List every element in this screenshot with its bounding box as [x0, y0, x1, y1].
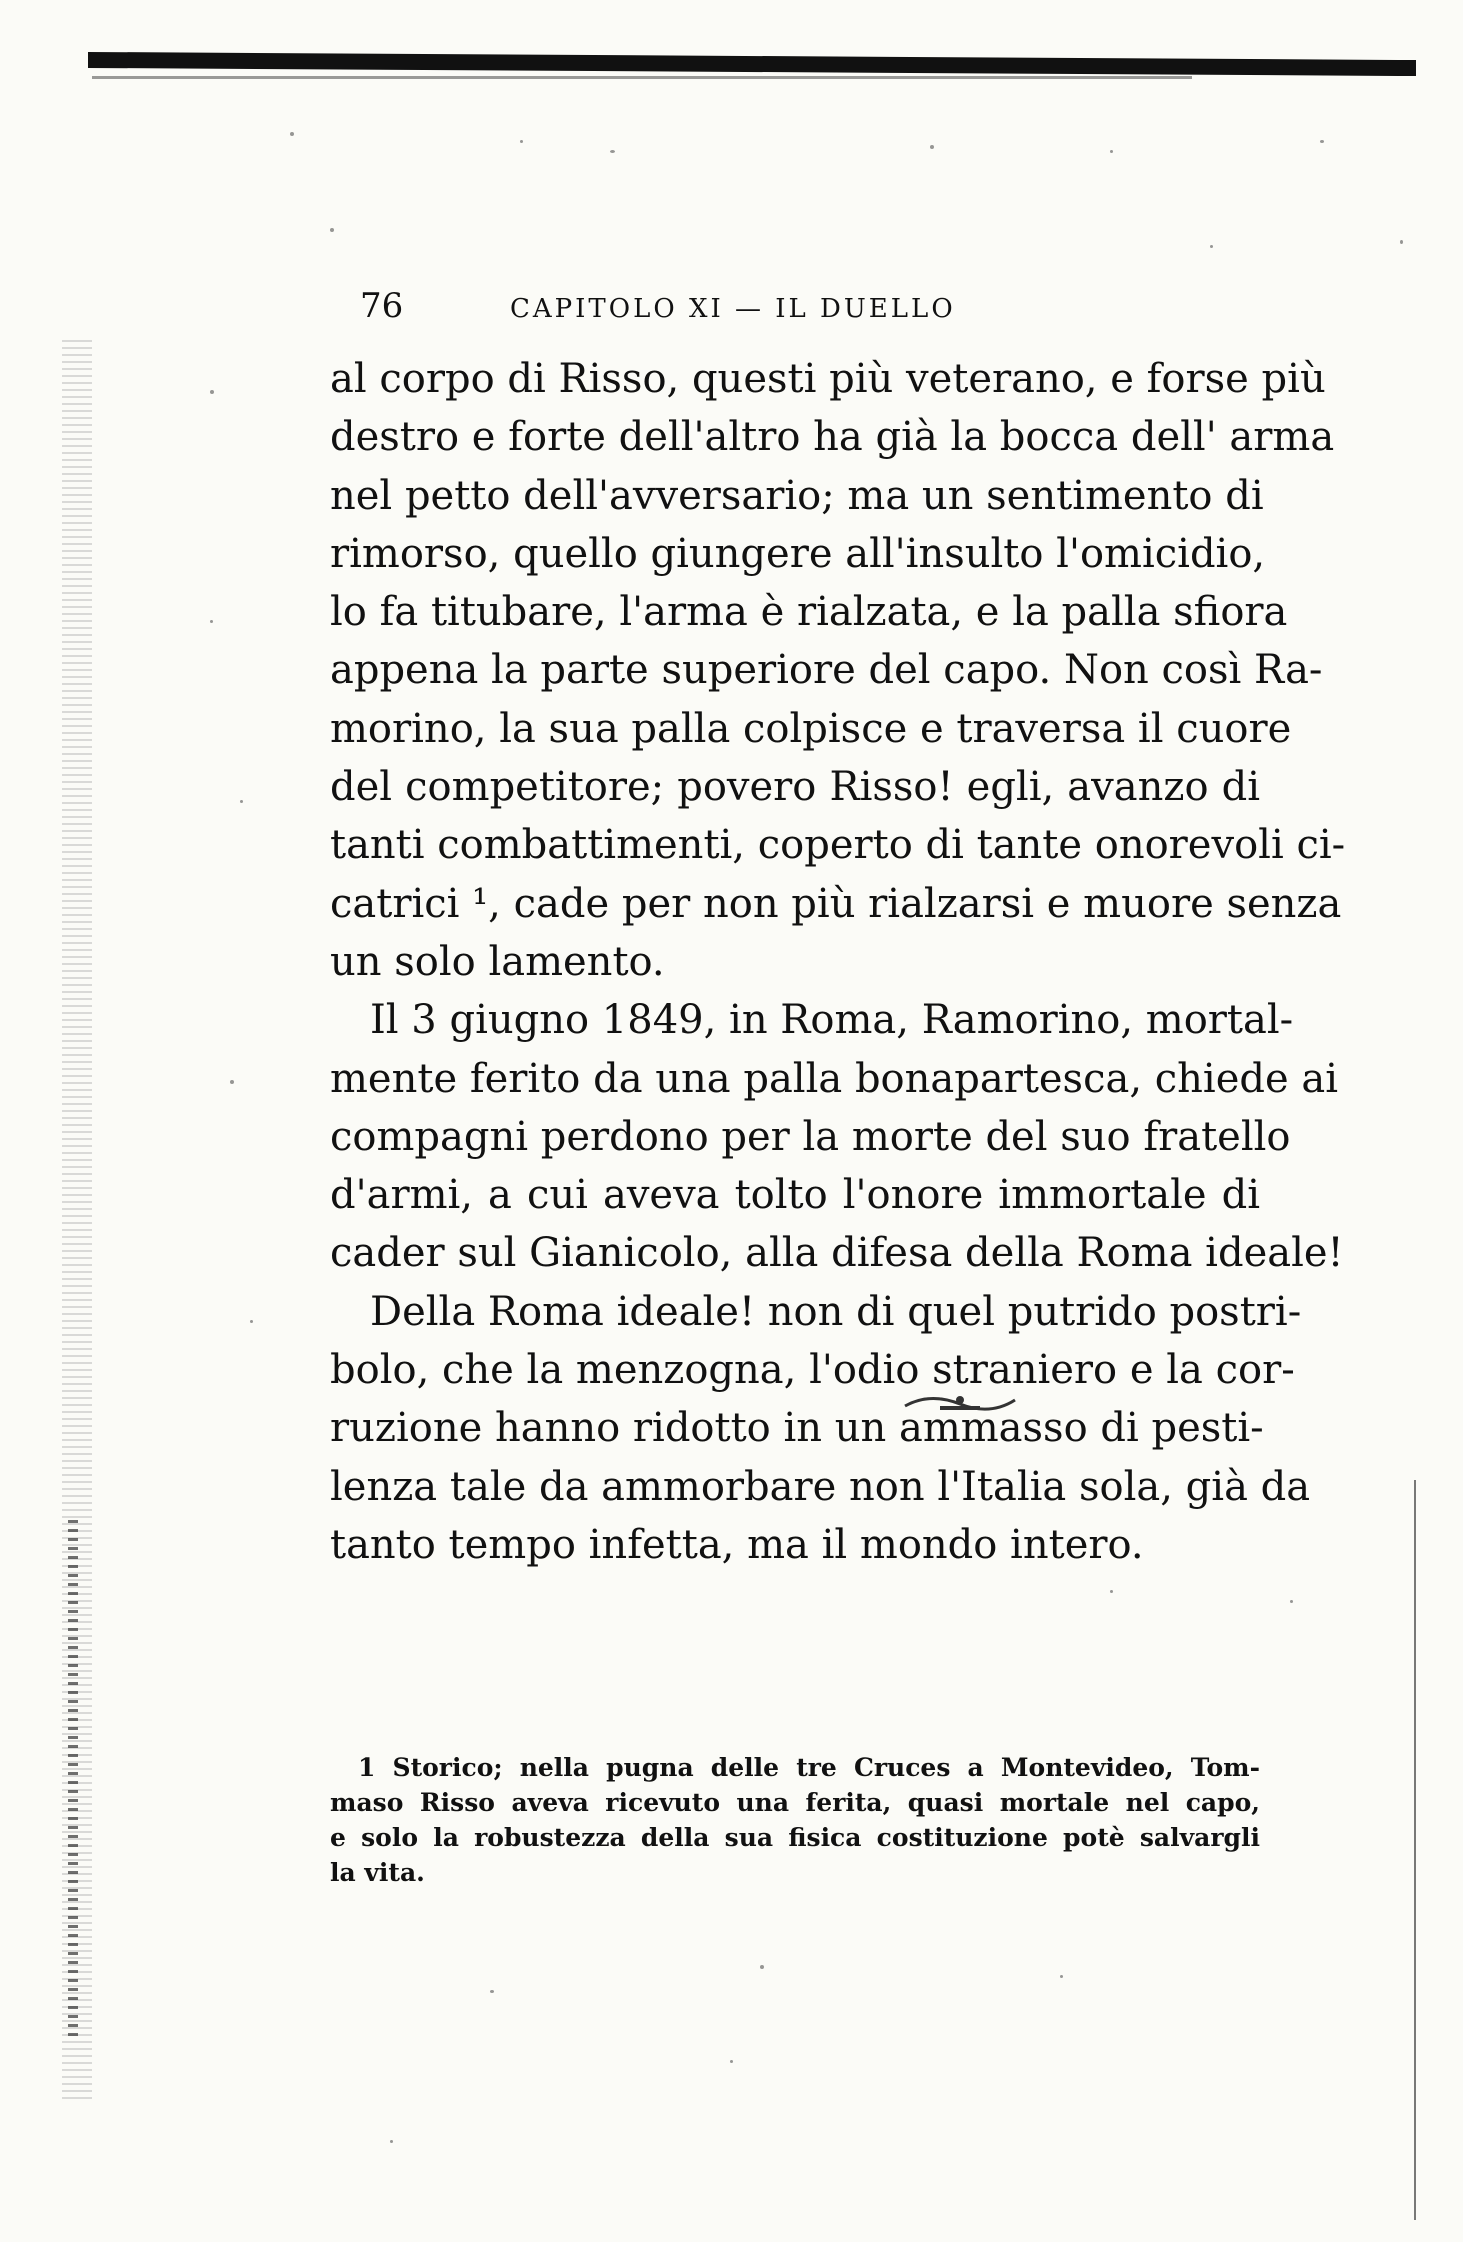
body-text: [330, 350, 1346, 1574]
text-line: ruzione hanno ridotto in un ammasso di pesti-: [330, 1405, 1264, 1452]
page-edge-right: [1414, 1480, 1416, 2220]
text-line: lo fa titubare, l'arma è rialzata, e la palla sfiora: [330, 589, 1288, 636]
text-line: del competitore; povero Risso! egli, avanzo di: [330, 764, 1260, 811]
footnote-line: maso Risso aveva ricevuto una ferita, quasi mortale nel capo,: [330, 1788, 1260, 1817]
footnote-line: e solo la robustezza della sua fisica costituzione potè salvargli: [330, 1823, 1260, 1852]
text-line: lenza tale da ammorbare non l'Italia sola, già da: [330, 1463, 1311, 1510]
text-line: nel petto dell'avversario; ma un sentimento di: [330, 472, 1264, 519]
page-edge-line: [92, 76, 1192, 79]
text-line: tanto tempo infetta, ma il mondo intero.: [330, 1521, 1144, 1568]
ornament-flourish-icon: [900, 1388, 1020, 1418]
footnote-line: la vita.: [330, 1858, 425, 1887]
binding-shadow-dark: [68, 1520, 78, 2040]
text-line: appena la parte superiore del capo. Non così Ra-: [330, 647, 1323, 694]
text-line: Il 3 giugno 1849, in Roma, Ramorino, mortal-: [370, 997, 1294, 1044]
text-line: compagni perdono per la morte del suo fratello: [330, 1113, 1291, 1160]
text-line: bolo, che la menzogna, l'odio straniero e la cor-: [330, 1347, 1295, 1394]
text-line: un solo lamento.: [330, 938, 665, 985]
text-line: cader sul Gianicolo, alla difesa della Roma ideale!: [330, 1230, 1344, 1277]
page-header: [360, 286, 1260, 336]
text-line: rimorso, quello giungere all'insulto l'omicidio,: [330, 530, 1266, 577]
text-line: al corpo di Risso, questi più veterano, e forse più: [330, 356, 1326, 402]
page-number: 76: [360, 286, 404, 326]
text-line: destro e forte dell'altro ha già la bocca dell' arma: [330, 414, 1335, 461]
text-line: tanti combattimenti, coperto di tante onorevoli ci-: [330, 822, 1346, 869]
text-line: d'armi, a cui aveva tolto l'onore immortale di: [330, 1172, 1260, 1219]
running-head: CAPITOLO XI — IL DUELLO: [510, 294, 956, 324]
text-line: mente ferito da una palla bonapartesca, chiede ai: [330, 1055, 1339, 1102]
footnote-line: 1 Storico; nella pugna delle tre Cruces a Montevideo, Tom-: [358, 1753, 1260, 1782]
text-line: morino, la sua palla colpisce e traversa il cuore: [330, 705, 1292, 752]
page-edge-shadow: [88, 52, 1416, 76]
footnote: [330, 1750, 1260, 1890]
text-line: catrici ¹, cade per non più rialzarsi e muore senza: [330, 880, 1342, 927]
text-line: Della Roma ideale! non di quel putrido postri-: [370, 1288, 1302, 1335]
